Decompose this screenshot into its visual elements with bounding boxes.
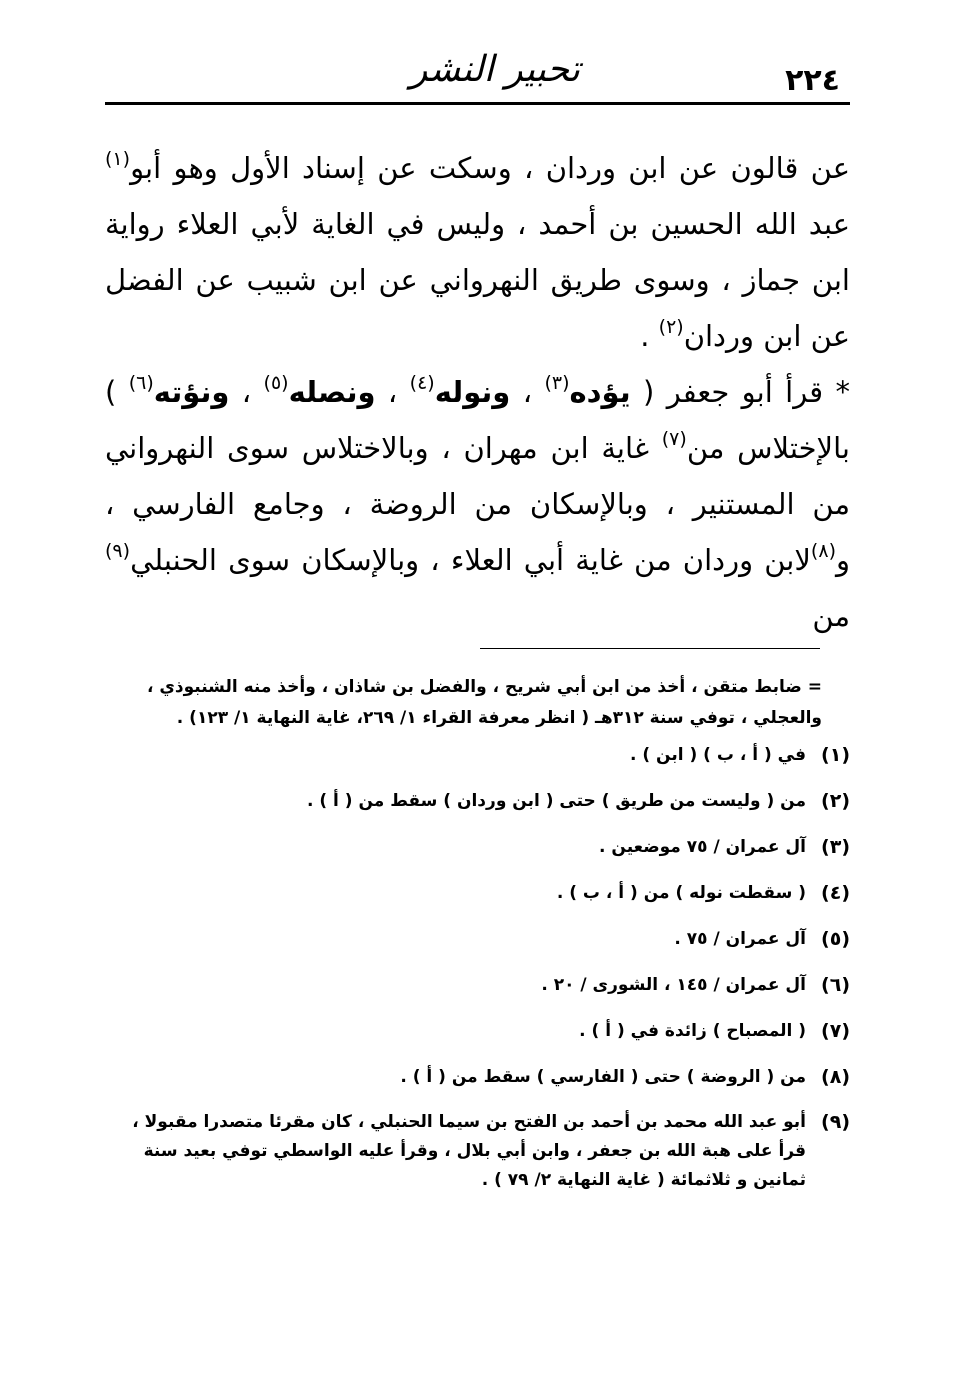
- footnote-ref-7[interactable]: (٧): [661, 428, 687, 450]
- footnote-ref-3[interactable]: (٣): [544, 372, 570, 394]
- main-text: [105, 140, 850, 644]
- footnote-text: آل عمران / ٧٥ موضعين .: [599, 837, 806, 857]
- footnote-5: [105, 924, 850, 955]
- footnote-number: (٤): [821, 882, 850, 904]
- p2-text-b: ) بالإختلاس من: [105, 375, 850, 465]
- header-rule: [105, 102, 850, 105]
- footnote-text: آل عمران / ١٤٥ ، الشورى / ٢٠ .: [541, 975, 806, 995]
- footnote-8: [105, 1062, 850, 1093]
- p2-sep-2: ،: [375, 375, 410, 409]
- footnote-3: [105, 832, 850, 863]
- footnote-separator: [480, 648, 820, 649]
- p1-text-a: عن قالون عن ابن وردان ، وسكت عن إسناد الأول وهو أبو: [130, 151, 850, 185]
- p2-text-d: لابن وردان من غاية أبي العلاء ، وبالإسكان سوى الحنبلي: [130, 543, 811, 577]
- footnote-text: آل عمران / ٧٥ .: [674, 929, 806, 949]
- footnote-text: من ( الروضة ) حتى ( الفارسي ) سقط من ( أ ) .: [400, 1067, 806, 1087]
- quran-word-4: ونؤته: [153, 375, 230, 409]
- footnote-text: أبو عبد الله محمد بن أحمد بن الفتح بن سيما الحنبلي ، كان مقرئا متصدرا مقبولا ، قرأ على هبة الله بن جعفر ، وابن أبي بلال ، وقرأ عليه الواسطي توفي بعيد سنة ثمانين و ثلاثمائة ( غاية النهاية ٢/ ٧٩ ) .: [132, 1112, 806, 1190]
- p2-text-e: من: [812, 599, 850, 633]
- footnote-ref-4[interactable]: (٤): [409, 372, 435, 394]
- quran-word-2: ونوله: [434, 375, 511, 409]
- footnote-7: [105, 1016, 850, 1047]
- footnotes: [105, 672, 850, 1210]
- footnote-ref-1[interactable]: (١): [105, 148, 131, 170]
- footnote-2: [105, 786, 850, 817]
- footnote-ref-9[interactable]: (٩): [105, 540, 131, 562]
- footnote-4: [105, 878, 850, 909]
- footnote-ref-6[interactable]: (٦): [128, 372, 154, 394]
- footnote-ref-8[interactable]: (٨): [810, 540, 836, 562]
- footnote-ref-5[interactable]: (٥): [263, 372, 289, 394]
- p2-text-c: غاية ابن مهران ، وبالاختلاس سوى النهرواني من المستنير ، وبالإسكان من الروضة ، وجامع الفارسي ، و: [105, 431, 850, 577]
- footnote-continuation: = ضابط متقن ، أخذ من ابن أبي شريح ، والفضل بن شاذان ، وأخذ منه الشنبوذي ، والعجلي ، توفي سنة ٣١٢هـ ( انظر معرفة القراء ١/ ٢٦٩، غاية النهاية ١/ ١٢٣) .: [146, 677, 822, 728]
- p1-text-b: عبد الله الحسين بن أحمد ، وليس في الغاية لأبي العلاء رواية ابن جماز ، وسوى طريق النهرواني عن ابن شبيب عن الفضل عن ابن وردان: [105, 207, 850, 353]
- footnote-text: في ( أ ، ب ) ( ابن ) .: [629, 745, 806, 765]
- footnote-text: ( المصباح ) زائدة في ( أ ) .: [579, 1021, 806, 1041]
- page-header: [105, 45, 850, 105]
- footnote-ref-2[interactable]: (٢): [658, 316, 684, 338]
- p1-text-c: .: [640, 319, 659, 353]
- footnote-number: (٢): [821, 790, 850, 812]
- footnote-6: [105, 970, 850, 1001]
- footnote-text: ( سقطت نوله ) من ( أ ، ب ) .: [556, 883, 806, 903]
- quran-word-3: ونصله: [288, 375, 376, 409]
- footnote-text: من ( وليست من طريق ) حتى ( ابن وردان ) سقط من ( أ ) .: [306, 791, 806, 811]
- footnote-number: (٥): [821, 928, 850, 950]
- paragraph-2: [105, 364, 850, 644]
- footnote-number: (٦): [821, 974, 850, 996]
- footnote-number: (٩): [821, 1111, 850, 1133]
- quran-word-1: يؤده: [569, 375, 631, 409]
- paragraph-1: [105, 140, 850, 364]
- footnote-9: [105, 1108, 850, 1195]
- p2-sep-3: ،: [229, 375, 264, 409]
- footnote-number: (١): [821, 744, 850, 766]
- running-title: تحبير النشر: [409, 49, 581, 90]
- p2-sep-1: ،: [510, 375, 545, 409]
- footnote-number: (٧): [821, 1020, 850, 1042]
- p2-text-a: * قرأ أبو جعفر (: [630, 375, 851, 409]
- footnote-number: (٨): [821, 1066, 850, 1088]
- footnote-number: (٣): [821, 836, 850, 858]
- footnote-1: [105, 740, 850, 771]
- page-number: ٢٢٤: [785, 63, 840, 98]
